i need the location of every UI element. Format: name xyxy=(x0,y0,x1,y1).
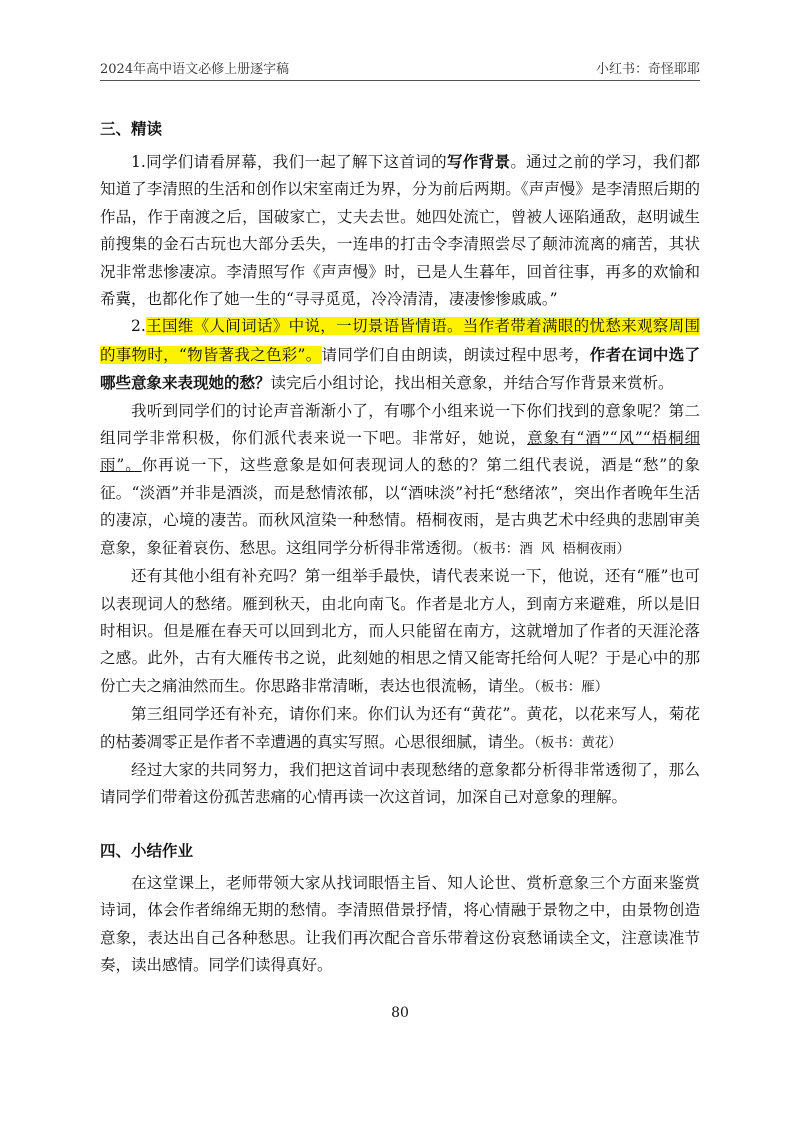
paragraph-group-one xyxy=(100,563,700,701)
header-author: 小红书：奇怪耶耶 xyxy=(595,62,700,77)
board-note: （板书：雁） xyxy=(534,678,609,695)
spacer xyxy=(100,812,700,838)
paragraph-summary: 在这堂课上，老师带领大家从找词眼悟主旨、知人论世、赏析意象三个方面来鉴赏诗词，体会作者绵绵无期的愁情。李清照借景抒情，将心情融于景物之中，由景物创造意象，表达出自己各种愁思。让我们再次配合音乐带着这份哀愁诵读全文，注意读准节奏，读出感情。同学们读得真好。 xyxy=(100,873,700,974)
board-note: （板书：黄花） xyxy=(534,734,622,751)
header-title: 2024年高中语文必修上册逐字稿 xyxy=(100,62,290,77)
main-content xyxy=(100,116,700,979)
section-title-summary: 四、小结作业 xyxy=(100,841,194,860)
text: 读完后小组讨论，找出相关意象，并结合写作背景来赏析。 xyxy=(270,374,674,393)
text: 1.同学们请看屏幕，我们一起了解下这首词的 xyxy=(131,153,447,171)
section-title-reading: 三、精读 xyxy=(100,120,163,138)
board-note: （板书：酒 风 梧桐夜雨） xyxy=(472,540,631,557)
paragraph-background xyxy=(100,148,700,313)
text: 还有其他小组有补充吗？第一组举手最快，请代表来说一下，他说，还有“雁”也可以表现词人的愁绪。雁到秋天，由北向南飞。作者是北方人，到南方来避难，所以是旧时相识。但是雁在春天可以回到北方，而人只能留在南方，这就增加了作者的天涯沦落之感。此外，古有大雁传书之说，此刻她的相思之情又能寄托给何人呢？于是心中的那份亡夫之痛油然而生。你思路非常清晰，表达也很流畅，请坐。 xyxy=(100,567,700,695)
paragraph-group-three xyxy=(100,701,700,757)
page-header xyxy=(100,56,700,81)
page-number: 80 xyxy=(391,1005,409,1021)
underlined-text: 意象有“酒”“风”“梧桐细雨”。 xyxy=(100,429,700,475)
paragraph-conclusion: 经过大家的共同努力，我们把这首词中表现愁绪的意象都分析得非常透彻了，那么请同学们带着这份孤苦悲痛的心情再读一次这首词，加深自己对意象的理解。 xyxy=(100,760,700,807)
bold-question: 作者在词中选了哪些意象来表现她的愁？ xyxy=(100,344,700,393)
text: 你再说一下，这些意象是如何表现词人的愁的？第二组代表说，酒是“愁”的象征。“淡酒”并非是酒淡，而是愁情浓郁，以“酒味淡”衬托“愁绪浓”，突出作者晚年生活的凄凉，心境的凄苦。而秋风渲染一种愁情。梧桐夜雨，是古典艺术中经典的悲剧审美意象，象征着哀伤、愁思。这组同学分析得非常透彻。 xyxy=(100,456,700,557)
paragraph-task xyxy=(100,313,700,397)
text: 我听到同学们的讨论声音渐渐小了，有哪个小组来说一下你们找到的意象呢？第二组同学非常积极，你们派代表来说一下吧。非常好，她说， xyxy=(100,401,700,448)
text: 。通过之前的学习，我们都知道了李清照的生活和创作以宋室南迁为界，分为前后两期。《声声慢》是李清照后期的作品，作于南渡之后，国破家亡，丈夫去世。她四处流亡，曾被人诬陷通敌，赵明诚生前搜集的金石古玩也大部分丢失，一连串的打击令李清照尝尽了颠沛流离的痛苦，其状况非常悲惨凄凉。李清照写作《声声慢》时，已是人生暮年，回首往事，再多的欢愉和希冀，也都化作了她一生的“寻寻觅觅，冷冷清清，凄凄惨惨戚戚。” xyxy=(100,153,700,309)
text: 请同学们自由朗读，朗读过程中思考， xyxy=(321,345,590,364)
highlighted-quote: 王国维《人间词话》中说，一切景语皆情语。当作者带着满眼的忧愁来观察周围的事物时，“物皆著我之色彩”。 xyxy=(100,317,700,364)
text: 2. xyxy=(131,317,146,336)
paragraph-group-two xyxy=(100,398,700,563)
text: 第三组同学还有补充，请你们来。你们认为还有“黄花”。黄花，以花来写人，菊花的枯萎凋零正是作者不幸遭遇的真实写照。心思很细腻，请坐。 xyxy=(100,705,700,751)
bold-text: 写作背景 xyxy=(446,152,511,171)
